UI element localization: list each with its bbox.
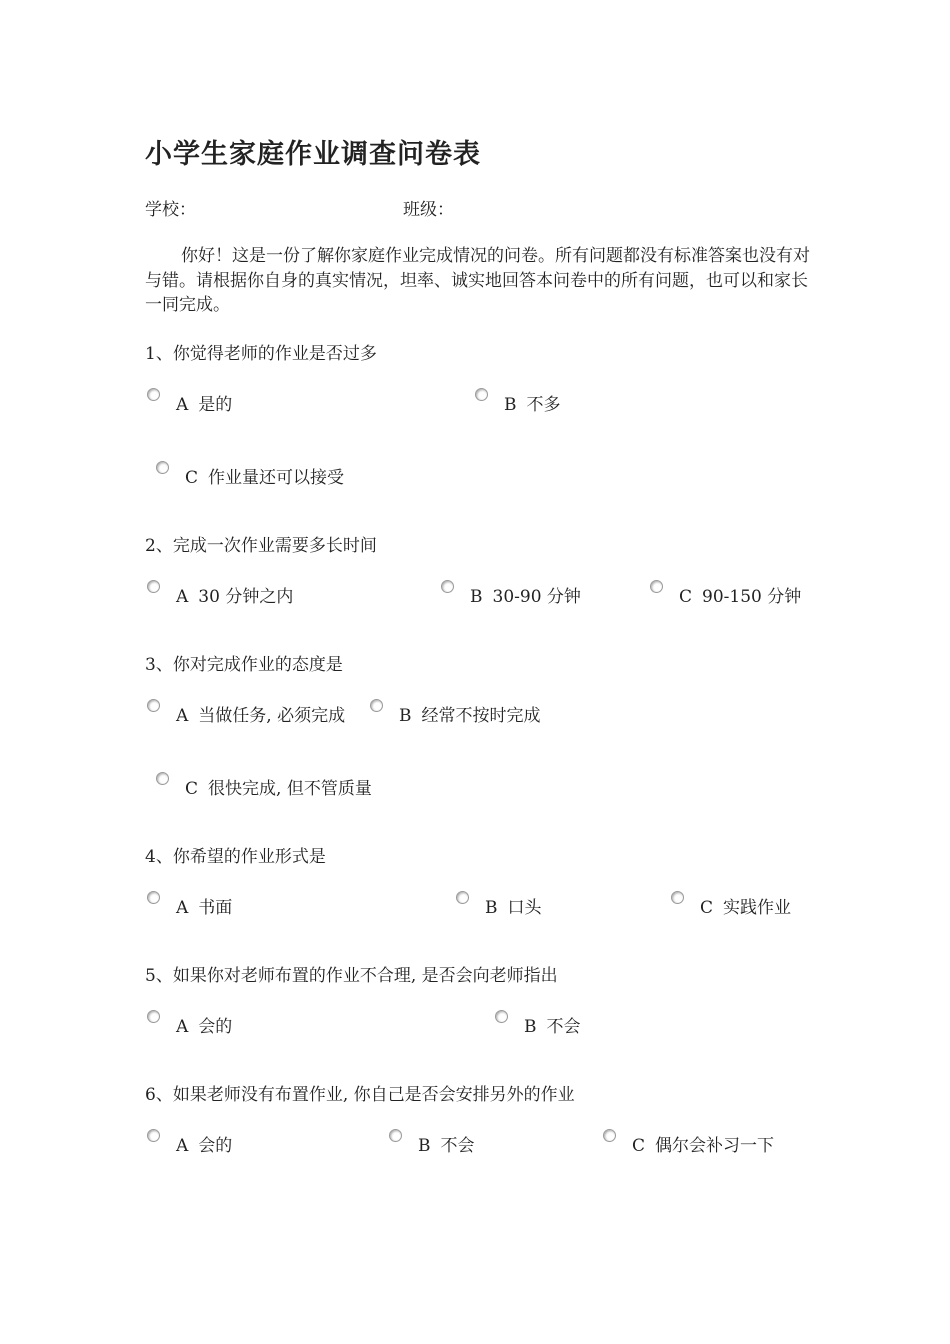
q1-option-c[interactable]: C 作业量还可以接受 [156,467,344,489]
class-label: 班级： [403,200,454,220]
radio-icon[interactable] [147,1010,160,1023]
radio-icon[interactable] [495,1010,508,1023]
radio-icon[interactable] [456,891,469,904]
radio-icon[interactable] [671,891,684,904]
radio-icon[interactable] [147,699,160,712]
question-3-text: 3、你对完成作业的态度是 [145,655,343,675]
q6-option-b[interactable]: B 不会 [389,1135,475,1157]
radio-icon[interactable] [147,891,160,904]
question-6-text: 6、如果老师没有布置作业, 你自己是否会安排另外的作业 [145,1085,575,1105]
question-2-text: 2、完成一次作业需要多长时间 [145,536,377,556]
q5-option-b[interactable]: B 不会 [495,1016,581,1038]
q1-option-b[interactable]: B 不多 [475,394,561,416]
q3-option-c[interactable]: C 很快完成, 但不管质量 [156,778,372,800]
q1-option-a[interactable]: A 是的 [147,394,232,416]
page-title: 小学生家庭作业调查问卷表 [145,139,481,170]
q3-option-a[interactable]: A 当做任务, 必须完成 [147,705,345,727]
radio-icon[interactable] [370,699,383,712]
q2-option-a[interactable]: A 30 分钟之内 [147,586,293,608]
school-label: 学校： [145,200,196,220]
intro-paragraph: 你好！这是一份了解你家庭作业完成情况的问卷。所有问题都没有标准答案也没有对与错。请根据你自身的真实情况，坦率、诚实地回答本问卷中的所有问题，也可以和家长一同完成。 [145,246,810,315]
q5-option-a[interactable]: A 会的 [147,1016,232,1038]
q2-option-b[interactable]: B 30-90 分钟 [441,586,581,608]
radio-icon[interactable] [147,580,160,593]
radio-icon[interactable] [475,388,488,401]
q3-option-b[interactable]: B 经常不按时完成 [370,705,541,727]
q4-option-b[interactable]: B 口头 [456,897,542,919]
radio-icon[interactable] [650,580,663,593]
q6-option-c[interactable]: C 偶尔会补习一下 [603,1135,774,1157]
radio-icon[interactable] [389,1129,402,1142]
radio-icon[interactable] [156,772,169,785]
radio-icon[interactable] [441,580,454,593]
question-5-text: 5、如果你对老师布置的作业不合理, 是否会向老师指出 [145,966,558,986]
radio-icon[interactable] [603,1129,616,1142]
q4-option-c[interactable]: C 实践作业 [671,897,791,919]
question-1-text: 1、你觉得老师的作业是否过多 [145,344,377,364]
q2-option-c[interactable]: C 90-150 分钟 [650,586,801,608]
q6-option-a[interactable]: A 会的 [147,1135,232,1157]
radio-icon[interactable] [147,388,160,401]
radio-icon[interactable] [147,1129,160,1142]
question-4-text: 4、你希望的作业形式是 [145,847,326,867]
radio-icon[interactable] [156,461,169,474]
q4-option-a[interactable]: A 书面 [147,897,232,919]
